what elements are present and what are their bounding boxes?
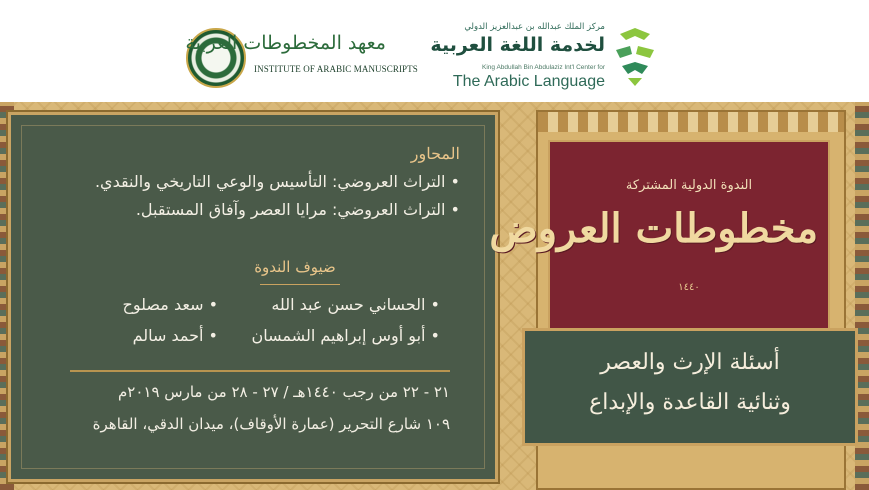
event-address: ١٠٩ شارع التحرير (عمارة الأوقاف)، ميدان الدقي، القاهرة <box>92 415 450 433</box>
guests-heading: ضيوف الندوة <box>254 258 336 276</box>
center-name-en-small: King Abdullah Bin Abdulaziz Int'l Center for <box>481 64 605 71</box>
guest-1: • الحساني حسن عبد الله <box>271 295 440 314</box>
motto-panel <box>522 328 858 446</box>
event-date: ٢١ - ٢٢ من رجب ١٤٤٠هـ / ٢٧ - ٢٨ من مارس ٢٠١٩م <box>117 383 450 401</box>
guest-2: • سعد مصلوح <box>122 295 218 314</box>
guests-underline <box>260 284 340 285</box>
symposium-title: مخطوطات العروض <box>489 205 818 252</box>
institute-name-en: INSTITUTE OF ARABIC MANUSCRIPTS <box>254 64 418 74</box>
center-name-en-big: The Arabic Language <box>452 73 605 90</box>
separator <box>70 370 450 372</box>
arch-cornice <box>538 112 844 132</box>
center-name-ar: لخدمة اللغة العربية <box>430 34 605 56</box>
institute-logo <box>185 28 418 88</box>
motto-line-2: وثنائية القاعدة والإبداع <box>589 390 791 415</box>
axis-item-2: • التراث العروضي: مرايا العصر وآفاق المستقبل. <box>135 200 460 219</box>
header <box>0 0 869 102</box>
center-logo <box>430 22 655 97</box>
motto-line-1: أسئلة الإرث والعصر <box>600 350 780 375</box>
symposium-label: الندوة الدولية المشتركة <box>625 178 753 193</box>
center-name-small-ar: مركز الملك عبدالله بن عبدالعزيز الدولي <box>464 22 605 32</box>
guest-3: • أبو أوس إبراهيم الشمسان <box>251 326 440 345</box>
guest-4: • أحمد سالم <box>132 326 218 345</box>
institute-name-ar: معهد المخطوطات العربية <box>185 32 386 54</box>
axis-item-1: • التراث العروضي: التأسيس والوعي التاريخي والنقدي. <box>94 172 460 191</box>
axes-heading: المحاور <box>410 144 460 163</box>
symposium-number: ١٤٤٠ <box>678 282 700 293</box>
center-calligraphy-icon <box>610 26 660 88</box>
